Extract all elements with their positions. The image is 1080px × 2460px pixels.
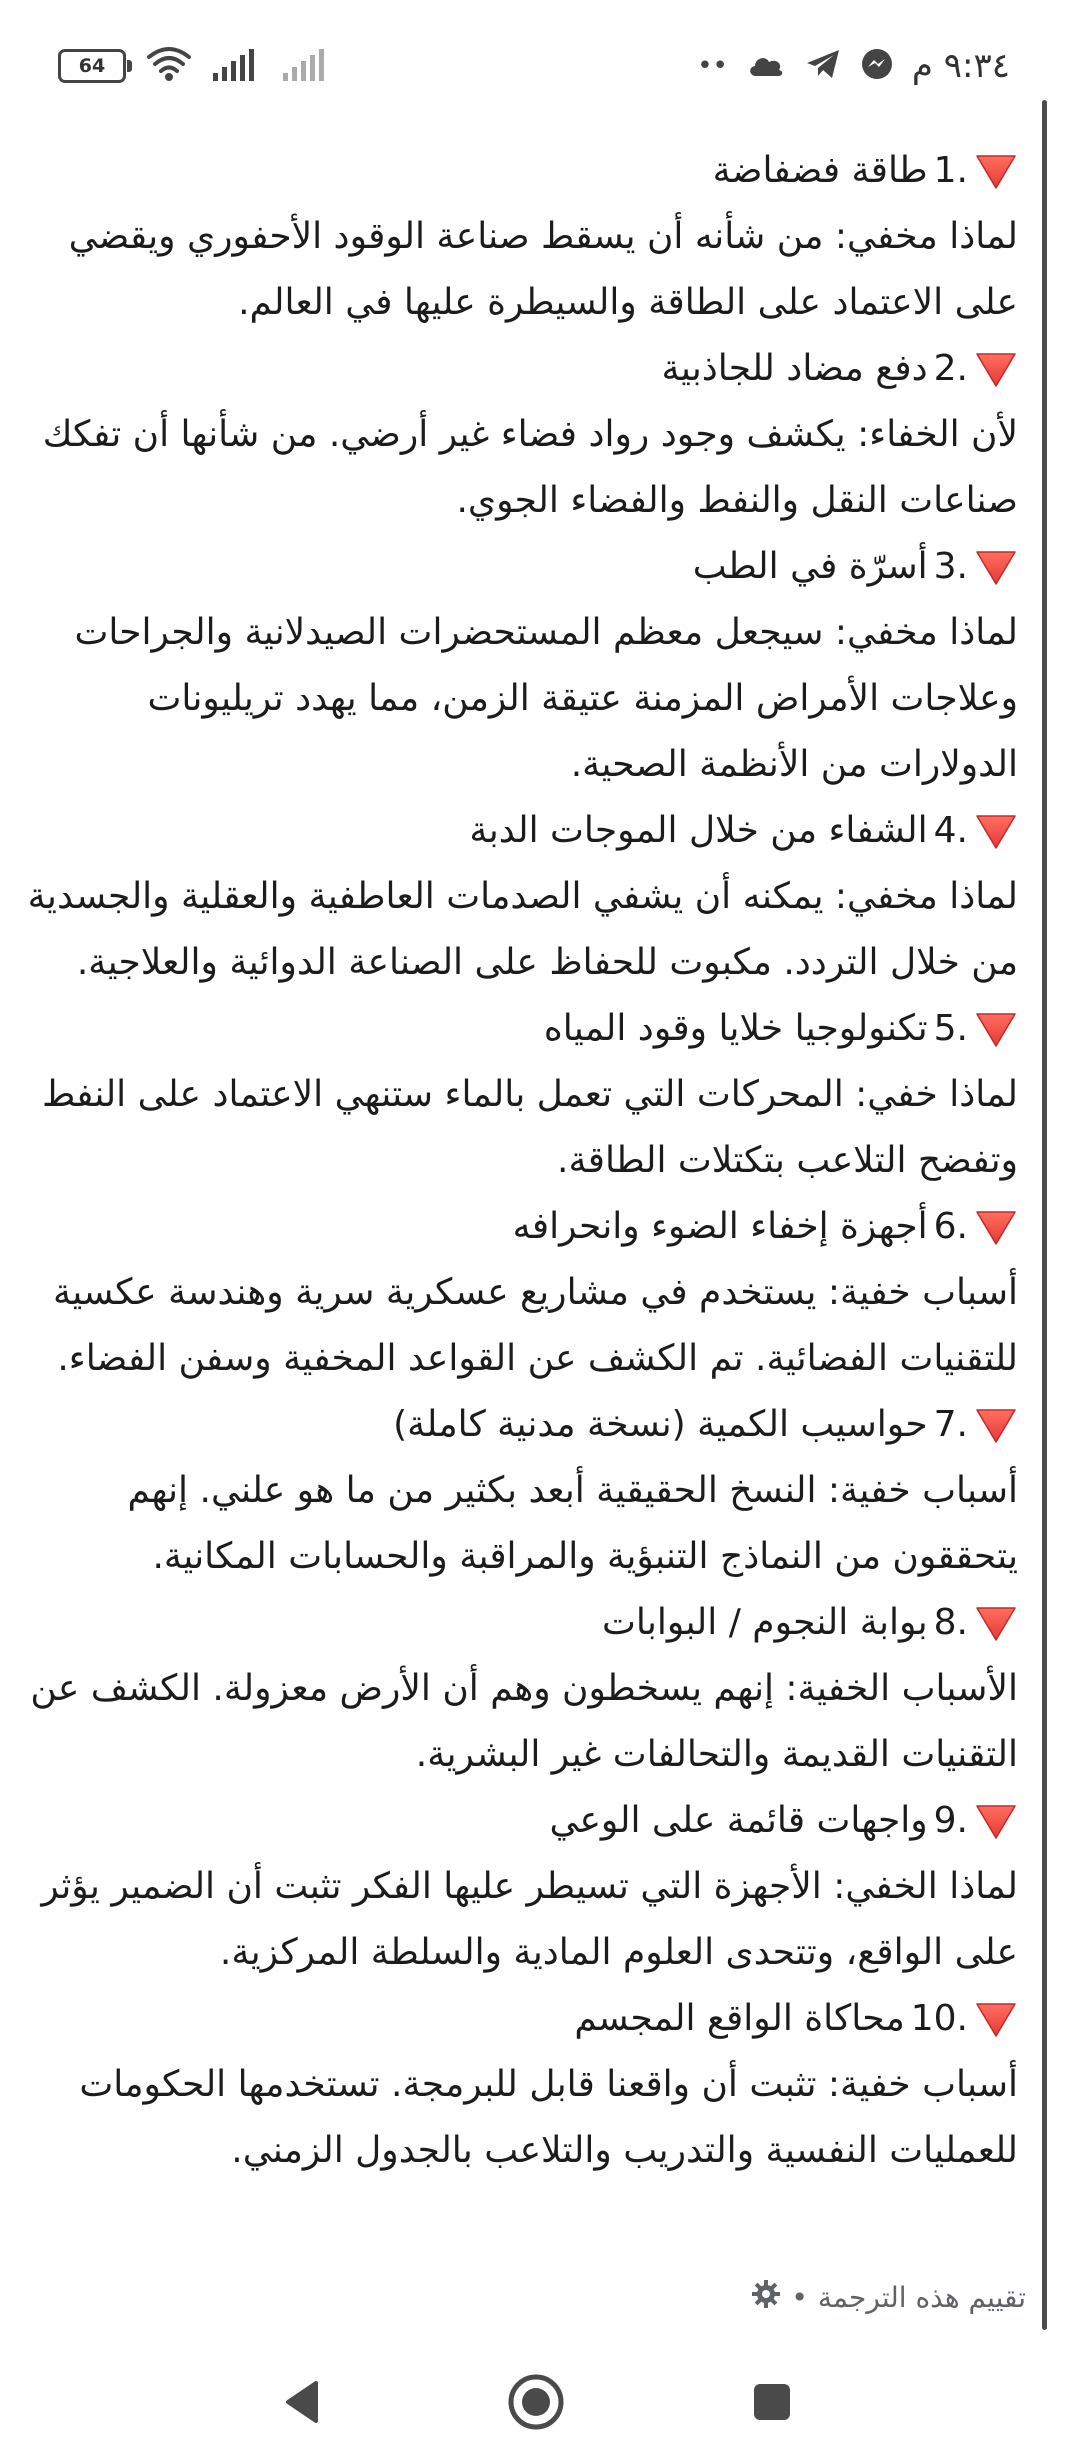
recents-button[interactable] [740,2370,804,2434]
item-heading [60,1986,1018,2052]
rate-translation-link[interactable] [751,2275,1026,2319]
item-number: 2. [933,348,968,389]
item-heading [60,1194,1018,1260]
item-description-line: على الواقع، وتتحدى العلوم المادية والسلطة المركزية. [219,1932,1018,1973]
item-heading [60,1392,1018,1458]
list-item [30,1590,1018,1788]
item-description-line: لماذا خفي: المحركات التي تعمل بالماء ستنهي الاعتماد على النفط [41,1074,1018,1115]
wifi-icon [146,45,192,87]
translated-post-content [27,138,1030,2298]
red-triangle-down-icon [974,1207,1018,1247]
item-description [41,1854,1018,1986]
item-description-line: صناعات النقل والنفط والفضاء الجوي. [456,480,1018,521]
item-title: محاكاة الواقع المجسم [574,1998,905,2039]
signal-icon [212,47,262,85]
telegram-icon [804,47,842,85]
item-description-line: التقنيات القديمة والتحالفات غير البشرية. [415,1734,1018,1775]
item-title: حواسيب الكمية (نسخة مدنية كاملة) [393,1404,928,1445]
item-description-line: أسباب خفية: يستخدم في مشاريع عسكرية سرية وهندسة عكسية [52,1272,1018,1313]
status-bar [0,0,1080,130]
item-description-line: لماذا الخفي: الأجهزة التي تسيطر عليها الفكر تثبت أن الضمير يؤثر [41,1866,1018,1907]
gear-icon [751,2279,781,2316]
item-description [60,1458,1018,1590]
item-heading [60,534,1018,600]
list-item [41,996,1018,1194]
item-description-line: أسباب خفية: النسخ الحقيقية أبعد بكثير من ما هو علني. إنهم [127,1470,1018,1511]
item-description [30,1656,1018,1788]
recents-icon [750,2380,794,2424]
item-description-line: وتفضح التلاعب بتكتلات الطاقة. [557,1140,1018,1181]
status-left [58,44,332,88]
item-title: طاقة فضفاضة [712,150,928,191]
item-description-line: من خلال التردد. مكبوت للحفاظ على الصناعة الدوائية والعلاجية. [76,942,1018,983]
item-description-line: أسباب خفية: تثبت أن واقعنا قابل للبرمجة. تستخدمها الحكومات [79,2064,1018,2105]
cloud-icon [746,50,786,82]
item-description-line: للعمليات النفسية والتدريب والتلاعب بالجدول الزمني. [231,2130,1018,2171]
item-number: 6. [933,1206,968,1247]
item-heading [60,996,1018,1062]
battery-icon [58,49,126,83]
item-title: بوابة النجوم / البوابات [601,1602,928,1643]
item-description-line: لماذا مخفي: يمكنه أن يشفي الصدمات العاطفية والعقلية والجسدية [27,876,1018,917]
item-title: دفع مضاد للجاذبية [661,348,928,389]
list-item [60,138,1018,336]
overflow-dots: •• [697,51,728,81]
item-heading [60,336,1018,402]
item-heading [60,798,1018,864]
status-right [697,42,1010,90]
item-title: واجهات قائمة على الوعي [549,1800,928,1841]
item-heading [60,138,1018,204]
item-description [52,1260,1018,1392]
item-description-line: على الاعتماد على الطاقة والسيطرة عليها في العالم. [238,282,1018,323]
item-number: 3. [933,546,968,587]
rate-translation-label: تقييم هذه الترجمة [817,2280,1026,2314]
item-number: 7. [933,1404,968,1445]
list-item [52,1194,1018,1392]
item-title: أسرّة في الطب [692,546,928,587]
list-item [60,1392,1018,1590]
item-heading [60,1590,1018,1656]
item-number: 10. [910,1998,968,2039]
item-number: 5. [933,1008,968,1049]
red-triangle-down-icon [974,151,1018,191]
back-button[interactable] [270,2370,334,2434]
item-description [60,2052,1018,2184]
list-item [41,1788,1018,1986]
item-title: تكنولوجيا خلايا وقود المياه [543,1008,928,1049]
battery-level: 64 [78,55,106,77]
item-number: 9. [933,1800,968,1841]
item-title: الشفاء من خلال الموجات الدبة [469,810,928,851]
item-number: 8. [933,1602,968,1643]
red-triangle-down-icon [974,547,1018,587]
item-description-line: للتقنيات الفضائية. تم الكشف عن القواعد المخفية وسفن الفضاء. [57,1338,1018,1379]
list-item [27,798,1018,996]
item-heading [60,1788,1018,1854]
back-icon [282,2379,322,2425]
red-triangle-down-icon [974,1405,1018,1445]
item-description-line: الأسباب الخفية: إنهم يسخطون وهم أن الأرض معزولة. الكشف عن [30,1668,1018,1709]
list-item [42,336,1018,534]
item-description [42,402,1018,534]
item-description [27,864,1018,996]
navigation-bar [0,2340,1080,2460]
item-description-line: لماذا مخفي: من شأنه أن يسقط صناعة الوقود الأحفوري ويقضي [68,216,1018,257]
red-triangle-down-icon [974,1603,1018,1643]
scrollbar[interactable] [1042,100,1047,2330]
signal-2-icon [282,47,332,85]
red-triangle-down-icon [974,1009,1018,1049]
item-description-line: الدولارات من الأنظمة الصحية. [570,744,1018,785]
red-triangle-down-icon [974,811,1018,851]
red-triangle-down-icon [974,1999,1018,2039]
home-icon [506,2372,566,2432]
red-triangle-down-icon [974,349,1018,389]
red-triangle-down-icon [974,1801,1018,1841]
item-description [60,600,1018,798]
item-title: أجهزة إخفاء الضوء وانحرافه [512,1206,928,1247]
items-list [27,138,1030,2184]
item-description [60,204,1018,336]
item-number: 4. [933,810,968,851]
home-button[interactable] [504,2370,568,2434]
item-description-line: لأن الخفاء: يكشف وجود رواد فضاء غير أرضي. من شأنها أن تفكك [42,414,1018,455]
messenger-icon [860,47,894,85]
list-item [60,534,1018,798]
item-description [41,1062,1018,1194]
item-description-line: يتحققون من النماذج التنبؤية والمراقبة والحسابات المكانية. [152,1536,1018,1577]
item-description-line: لماذا مخفي: سيجعل معظم المستحضرات الصيدلانية والجراحات [74,612,1018,653]
footer-bullet: • [791,2280,808,2314]
list-item [60,1986,1018,2184]
item-number: 1. [933,150,968,191]
clock: ٩:٣٤ م [911,46,1010,86]
item-description-line: وعلاجات الأمراض المزمنة عتيقة الزمن، مما يهدد تريليونات [147,678,1018,719]
